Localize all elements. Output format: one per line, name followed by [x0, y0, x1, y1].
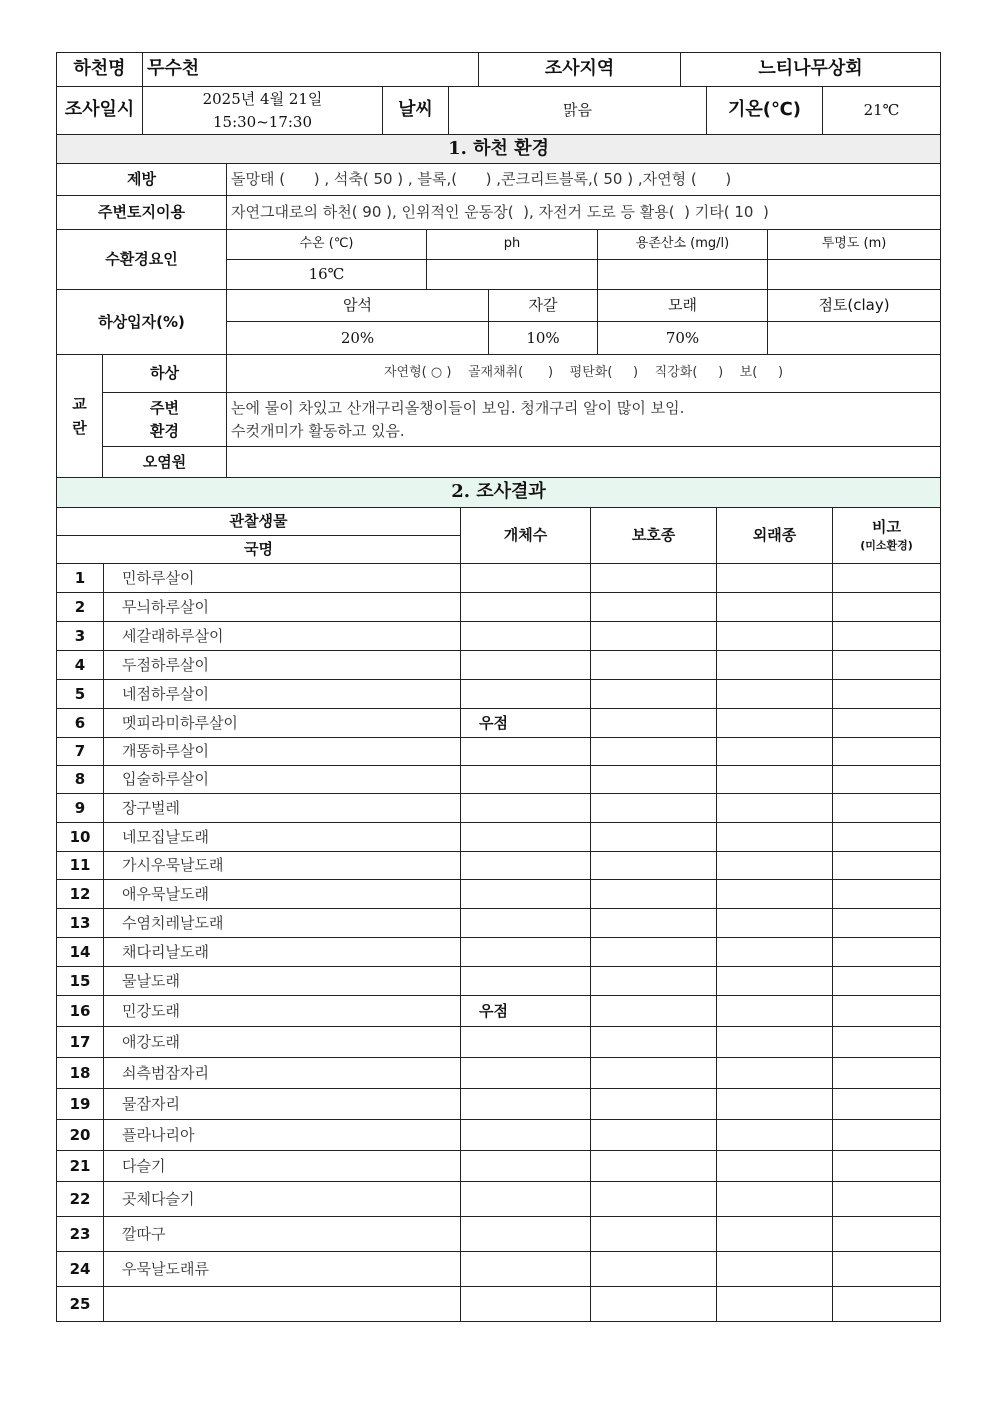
table-row [57, 709, 941, 738]
table-row [57, 593, 941, 622]
note-cell [833, 938, 941, 967]
land-use-label: 주변토지이용 [57, 196, 227, 230]
note-cell [833, 852, 941, 880]
note-subheader: (미소환경) [860, 539, 913, 553]
organism-name: 민하루살이 [104, 564, 461, 593]
name-header: 국명 [57, 536, 461, 564]
note-cell [833, 738, 941, 766]
protected-cell [591, 564, 717, 593]
count-cell [461, 794, 591, 823]
alien-cell [717, 880, 833, 909]
note-cell [833, 1089, 941, 1120]
disturbance-label-2: 란 [72, 419, 87, 437]
header-table [56, 52, 941, 135]
count-cell [461, 1151, 591, 1182]
organism-name: 민강도래 [104, 996, 461, 1027]
area-value: 느티나무상회 [681, 53, 941, 87]
protected-cell [591, 622, 717, 651]
protected-cell [591, 1182, 717, 1217]
count-cell [461, 593, 591, 622]
count-cell [461, 1182, 591, 1217]
protected-cell [591, 938, 717, 967]
alien-cell [717, 709, 833, 738]
count-cell [461, 738, 591, 766]
surround-value [227, 393, 941, 447]
alien-cell [717, 794, 833, 823]
bed-value-rock: 20% [227, 322, 489, 355]
alien-cell [717, 593, 833, 622]
note-cell [833, 709, 941, 738]
row-number: 18 [57, 1058, 104, 1089]
organism-name: 곳체다슬기 [104, 1182, 461, 1217]
table-row [57, 1182, 941, 1217]
table-row [57, 909, 941, 938]
organism-name: 가시우묵날도래 [104, 852, 461, 880]
water-header-ph: ph [427, 230, 598, 260]
protected-cell [591, 996, 717, 1027]
note-cell [833, 1120, 941, 1151]
row-number: 10 [57, 823, 104, 852]
note-cell [833, 766, 941, 794]
count-cell [461, 909, 591, 938]
water-header-do: 용존산소 (mg/l) [598, 230, 768, 260]
date-line: 2025년 4월 21일 [202, 90, 323, 108]
note-cell [833, 909, 941, 938]
row-number: 14 [57, 938, 104, 967]
bed-value-gravel: 10% [489, 322, 598, 355]
bed-header-rock: 암석 [227, 290, 489, 322]
note-cell [833, 564, 941, 593]
row-number: 25 [57, 1287, 104, 1322]
note-header: 비고 [872, 518, 901, 537]
row-number: 2 [57, 593, 104, 622]
table-row [57, 938, 941, 967]
table-row [57, 794, 941, 823]
pollution-label: 오염원 [103, 447, 227, 478]
organism-name: 플라나리아 [104, 1120, 461, 1151]
table-row [57, 1217, 941, 1252]
table-row [57, 766, 941, 794]
results-section-title: 2. 조사결과 [57, 478, 941, 508]
count-cell [461, 564, 591, 593]
organism-name: 세갈래하루살이 [104, 622, 461, 651]
protected-cell [591, 1120, 717, 1151]
organism-name: 우묵날도래류 [104, 1252, 461, 1287]
alien-cell [717, 622, 833, 651]
protected-cell [591, 967, 717, 996]
table-row [57, 823, 941, 852]
water-value-do [598, 260, 768, 290]
protected-cell [591, 1058, 717, 1089]
alien-cell [717, 1252, 833, 1287]
alien-cell [717, 967, 833, 996]
alien-cell [717, 564, 833, 593]
protected-cell [591, 766, 717, 794]
table-row [57, 564, 941, 593]
note-cell [833, 1182, 941, 1217]
note-cell [833, 1027, 941, 1058]
row-number: 17 [57, 1027, 104, 1058]
row-number: 5 [57, 680, 104, 709]
organism-name: 멧피라미하루살이 [104, 709, 461, 738]
row-number: 15 [57, 967, 104, 996]
protected-cell [591, 593, 717, 622]
surround-label-2: 환경 [150, 421, 179, 440]
weather-value: 맑음 [449, 87, 707, 135]
disturbance-label-1: 교 [72, 395, 87, 413]
protected-cell [591, 794, 717, 823]
organism-name: 깔따구 [104, 1217, 461, 1252]
bed-label: 하상입자(%) [57, 290, 227, 355]
note-cell [833, 1217, 941, 1252]
count-cell: 우점 [461, 996, 591, 1027]
alien-cell [717, 909, 833, 938]
env-section-title: 1. 하천 환경 [57, 135, 941, 164]
count-cell: 우점 [461, 709, 591, 738]
river-name-value: 무수천 [143, 53, 479, 87]
protected-cell [591, 852, 717, 880]
note-cell [833, 996, 941, 1027]
count-cell [461, 651, 591, 680]
alien-cell [717, 996, 833, 1027]
organism-name: 애우묵날도래 [104, 880, 461, 909]
table-row [57, 1027, 941, 1058]
count-cell [461, 1058, 591, 1089]
table-row [57, 651, 941, 680]
water-value-temp: 16℃ [227, 260, 427, 290]
table-row [57, 967, 941, 996]
row-number: 21 [57, 1151, 104, 1182]
count-cell [461, 622, 591, 651]
alien-cell [717, 1217, 833, 1252]
row-number: 12 [57, 880, 104, 909]
row-number: 11 [57, 852, 104, 880]
water-value-clarity [768, 260, 941, 290]
protected-cell [591, 1217, 717, 1252]
organism-name: 네점하루살이 [104, 680, 461, 709]
bed-value-clay [768, 322, 941, 355]
riverbed-label: 하상 [103, 355, 227, 393]
protected-cell [591, 909, 717, 938]
table-row [57, 1058, 941, 1089]
water-header-temp: 수온 (℃) [227, 230, 427, 260]
bed-header-sand: 모래 [598, 290, 768, 322]
row-number: 16 [57, 996, 104, 1027]
bed-value-sand: 70% [598, 322, 768, 355]
organism-name: 입술하루살이 [104, 766, 461, 794]
table-row [57, 1151, 941, 1182]
note-cell [833, 622, 941, 651]
environment-table [56, 134, 941, 478]
count-cell [461, 1089, 591, 1120]
alien-cell [717, 1027, 833, 1058]
table-row [57, 996, 941, 1027]
note-cell [833, 1058, 941, 1089]
survey-sheet [56, 52, 940, 1322]
table-row [57, 852, 941, 880]
organism-name: 네모집날도래 [104, 823, 461, 852]
note-cell [833, 1151, 941, 1182]
protected-cell [591, 709, 717, 738]
surround-label [103, 393, 227, 447]
note-header-cell [833, 508, 941, 564]
water-label: 수환경요인 [57, 230, 227, 290]
organism-name: 다슬기 [104, 1151, 461, 1182]
row-number: 13 [57, 909, 104, 938]
count-cell [461, 823, 591, 852]
alien-cell [717, 1120, 833, 1151]
protected-cell [591, 1027, 717, 1058]
organism-name: 개똥하루살이 [104, 738, 461, 766]
organism-name: 애강도래 [104, 1027, 461, 1058]
count-cell [461, 852, 591, 880]
alien-cell [717, 738, 833, 766]
time-line: 15:30~17:30 [212, 112, 313, 131]
organism-name: 물날도래 [104, 967, 461, 996]
protected-cell [591, 880, 717, 909]
table-row [57, 680, 941, 709]
river-name-label: 하천명 [57, 53, 143, 87]
row-number: 22 [57, 1182, 104, 1217]
embankment-value: 돌망태 ( ) , 석축( 50 ) , 블록,( ) ,콘크리트블록,( 50 ) ,자연형 ( ) [227, 164, 941, 196]
result-rows [57, 564, 941, 1322]
note-cell [833, 1252, 941, 1287]
count-cell [461, 1027, 591, 1058]
table-row [57, 738, 941, 766]
alien-cell [717, 938, 833, 967]
alien-cell [717, 651, 833, 680]
row-number: 23 [57, 1217, 104, 1252]
note-cell [833, 1287, 941, 1322]
area-label: 조사지역 [479, 53, 681, 87]
organism-name: 물잠자리 [104, 1089, 461, 1120]
row-number: 4 [57, 651, 104, 680]
bed-header-gravel: 자갈 [489, 290, 598, 322]
date-label: 조사일시 [57, 87, 143, 135]
table-row [57, 622, 941, 651]
alien-cell [717, 680, 833, 709]
protected-cell [591, 1089, 717, 1120]
count-cell [461, 1252, 591, 1287]
weather-label: 날씨 [383, 87, 449, 135]
table-row [57, 1287, 941, 1322]
protected-header: 보호종 [591, 508, 717, 564]
alien-cell [717, 1058, 833, 1089]
protected-cell [591, 1151, 717, 1182]
temp-label: 기온(℃) [707, 87, 823, 135]
row-number: 8 [57, 766, 104, 794]
protected-cell [591, 1287, 717, 1322]
results-table [56, 477, 941, 1322]
note-cell [833, 823, 941, 852]
temp-value: 21℃ [823, 87, 941, 135]
note-cell [833, 680, 941, 709]
table-row [57, 1089, 941, 1120]
protected-cell [591, 651, 717, 680]
row-number: 6 [57, 709, 104, 738]
table-row [57, 880, 941, 909]
alien-cell [717, 1182, 833, 1217]
water-header-clarity: 투명도 (m) [768, 230, 941, 260]
organism-name: 두점하루살이 [104, 651, 461, 680]
row-number: 7 [57, 738, 104, 766]
water-value-ph [427, 260, 598, 290]
surround-label-1: 주변 [150, 399, 179, 417]
protected-cell [591, 738, 717, 766]
surround-line-2: 수컷개미가 활동하고 있음. [231, 421, 405, 440]
alien-cell [717, 1287, 833, 1322]
organism-header: 관찰생물 [57, 508, 461, 536]
protected-cell [591, 1252, 717, 1287]
row-number: 9 [57, 794, 104, 823]
table-row [57, 1120, 941, 1151]
land-use-value: 자연그대로의 하천( 90 ), 인위적인 운동장( ), 자전거 도로 등 활용( ) 기타( 10 ) [227, 196, 941, 230]
riverbed-value: 자연형( ○ ) 골재채취( ) 평탄화( ) 직강화( ) 보( ) [227, 355, 941, 393]
count-cell [461, 967, 591, 996]
organism-name: 쇠측범잠자리 [104, 1058, 461, 1089]
organism-name: 채다리날도래 [104, 938, 461, 967]
alien-header: 외래종 [717, 508, 833, 564]
note-cell [833, 593, 941, 622]
date-value [143, 87, 383, 135]
protected-cell [591, 680, 717, 709]
row-number: 3 [57, 622, 104, 651]
alien-cell [717, 766, 833, 794]
surround-line-1: 논에 물이 차있고 산개구리올챙이들이 보임. 청개구리 알이 많이 보임. [231, 399, 685, 417]
organism-name: 장구벌레 [104, 794, 461, 823]
pollution-value [227, 447, 941, 478]
protected-cell [591, 823, 717, 852]
embankment-label: 제방 [57, 164, 227, 196]
alien-cell [717, 823, 833, 852]
note-cell [833, 967, 941, 996]
row-number: 24 [57, 1252, 104, 1287]
count-cell [461, 1120, 591, 1151]
alien-cell [717, 852, 833, 880]
note-cell [833, 880, 941, 909]
row-number: 20 [57, 1120, 104, 1151]
organism-name: 수염치레날도래 [104, 909, 461, 938]
count-cell [461, 1287, 591, 1322]
disturbance-label [57, 355, 103, 478]
row-number: 1 [57, 564, 104, 593]
count-cell [461, 766, 591, 794]
alien-cell [717, 1089, 833, 1120]
count-cell [461, 938, 591, 967]
count-cell [461, 880, 591, 909]
count-cell [461, 680, 591, 709]
organism-name: 무늬하루살이 [104, 593, 461, 622]
organism-name [104, 1287, 461, 1322]
alien-cell [717, 1151, 833, 1182]
row-number: 19 [57, 1089, 104, 1120]
count-cell [461, 1217, 591, 1252]
table-row [57, 1252, 941, 1287]
count-header: 개체수 [461, 508, 591, 564]
note-cell [833, 651, 941, 680]
note-cell [833, 794, 941, 823]
bed-header-clay: 점토(clay) [768, 290, 941, 322]
